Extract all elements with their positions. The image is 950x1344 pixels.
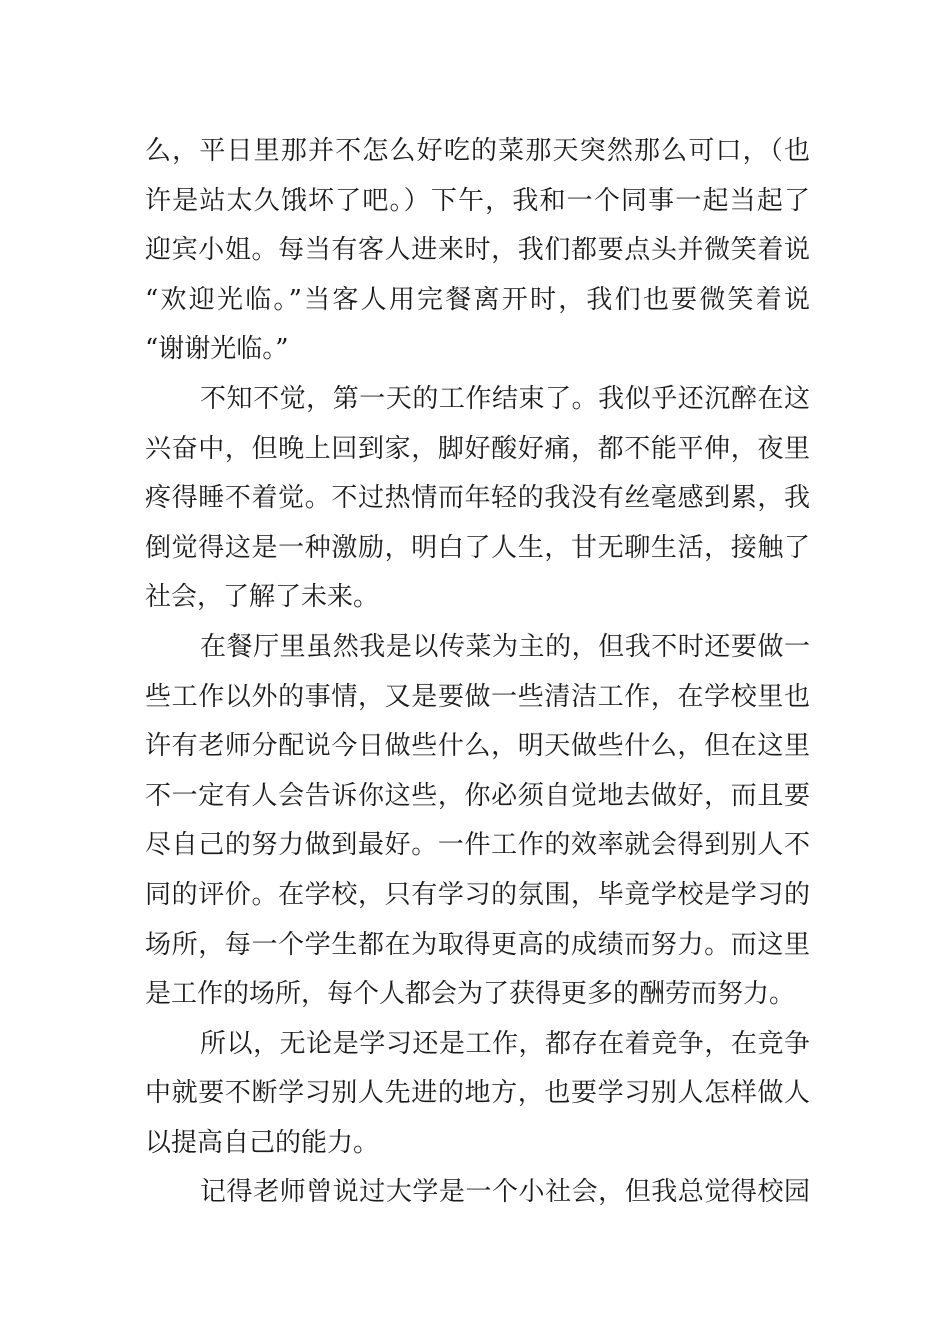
text-line: 社会，了解了未来。 <box>145 582 380 613</box>
text-line: 以提高自己的能力。 <box>145 1127 380 1158</box>
text-line: 兴奋中，但晚上回到家，脚好酸好痛，都不能平伸，夜里 <box>145 433 810 464</box>
text-line: 不知不觉，第一天的工作结束了。我似乎还沉醉在这 <box>200 383 810 414</box>
text-line: “欢迎光临。”当客人用完餐离开时，我们也要微笑着说 <box>145 284 810 315</box>
text-line: 尽自己的努力做到最好。一件工作的效率就会得到别人不 <box>145 830 810 861</box>
text-line: 许是站太久饿坏了吧。）下午，我和一个同事一起当起了 <box>145 185 810 216</box>
text-line: “谢谢光临。” <box>145 334 289 365</box>
text-line: 是工作的场所，每个人都会为了获得更多的酬劳而努力。 <box>145 979 796 1010</box>
text-line: 中就要不断学习别人先进的地方，也要学习别人怎样做人 <box>145 1078 810 1109</box>
text-line: 在餐厅里虽然我是以传菜为主的，但我不时还要做一 <box>200 631 810 662</box>
text-line: 场所，每一个学生都在为取得更高的成绩而努力。而这里 <box>145 929 810 960</box>
text-line: 迎宾小姐。每当有客人进来时，我们都要点头并微笑着说 <box>145 235 810 266</box>
text-line: 疼得睡不着觉。不过热情而年轻的我没有丝毫感到累，我 <box>145 483 810 514</box>
text-line: 许有老师分配说今日做些什么，明天做些什么，但在这里 <box>145 731 810 762</box>
text-line: 么，平日里那并不怎么好吃的菜那天突然那么可口，（也 <box>145 136 810 166</box>
body-text <box>145 127 810 1218</box>
text-line: 所以，无论是学习还是工作，都存在着竞争，在竞争 <box>200 1028 810 1059</box>
text-line: 些工作以外的事情，又是要做一些清洁工作，在学校里也 <box>145 681 810 712</box>
text-line: 不一定有人会告诉你这些，你必须自觉地去做好，而且要 <box>145 780 810 811</box>
text-line: 倒觉得这是一种激励，明白了人生，甘无聊生活，接触了 <box>145 532 810 563</box>
text-line: 同的评价。在学校，只有学习的氛围，毕竟学校是学习的 <box>145 879 810 910</box>
text-line: 记得老师曾说过大学是一个小社会，但我总觉得校园 <box>200 1177 810 1208</box>
